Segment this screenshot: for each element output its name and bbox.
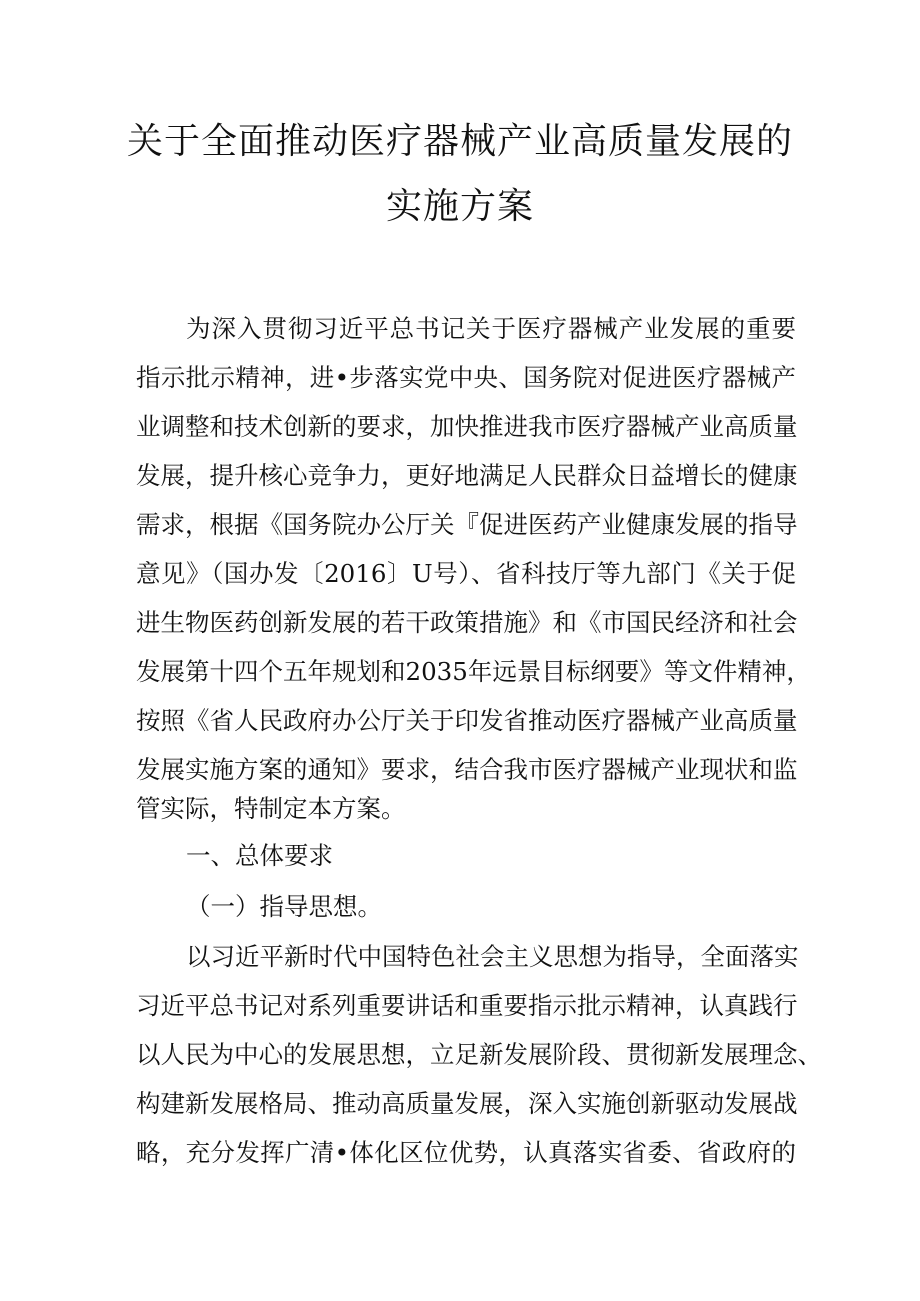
paragraph-2-line: 以习近平新时代中国特色社会主义思想为指导，全面落实 [186, 942, 799, 971]
paragraph-1-line: 按照《省人民政府办公厅关于印发省推动医疗器械产业高质量 [136, 706, 798, 735]
paragraph-1-line: 为深入贯彻习近平总书记关于医疗器械产业发展的重要 [186, 314, 796, 343]
section-heading: 一、总体要求 [186, 841, 333, 870]
paragraph-2-line: 构建新发展格局、推动高质量发展，深入实施创新驱动发展战 [136, 1089, 798, 1118]
paragraph-1-line: 管实际，特制定本方案。 [136, 794, 406, 823]
paragraph-1-line: 发展第十四个五年规划和2035年远景目标纲要》等文件精神， [136, 657, 811, 686]
paragraph-1-line: 需求，根据《国务院办公厅关『促进医药产业健康发展的指导 [136, 510, 798, 539]
paragraph-2-line: 以人民为中心的发展思想，立足新发展阶段、贯彻新发展理念、 [136, 1040, 822, 1069]
paragraph-1-line: 指示批示精神，进•步落实党中央、国务院对促进医疗器械产 [136, 363, 796, 392]
document-title-line-2: 实施方案 [385, 186, 534, 227]
paragraph-2-line: 习近平总书记对系列重要讲话和重要指示批示精神，认真践行 [136, 991, 798, 1020]
document-title-line-1: 关于全面推动医疗器械产业高质量发展的 [126, 121, 793, 162]
paragraph-1-line: 意见》（国办发〔2016〕U号）、省科技厅等九部门《关于促 [136, 559, 796, 588]
paragraph-1-line: 发展实施方案的通知》要求，结合我市医疗器械产业现状和监 [136, 755, 798, 784]
paragraph-2-line: 略，充分发挥广清•体化区位优势，认真落实省委、省政府的 [136, 1138, 796, 1167]
subsection-heading: （一）指导思想。 [186, 892, 382, 921]
paragraph-1-line: 进生物医药创新发展的若干政策措施》和《市国民经济和社会 [136, 608, 798, 637]
paragraph-1-line: 发展，提升核心竞争力，更好地满足人民群众日益增长的健康 [136, 461, 798, 490]
paragraph-1-line: 业调整和技术创新的要求，加快推进我市医疗器械产业高质量 [136, 412, 798, 441]
